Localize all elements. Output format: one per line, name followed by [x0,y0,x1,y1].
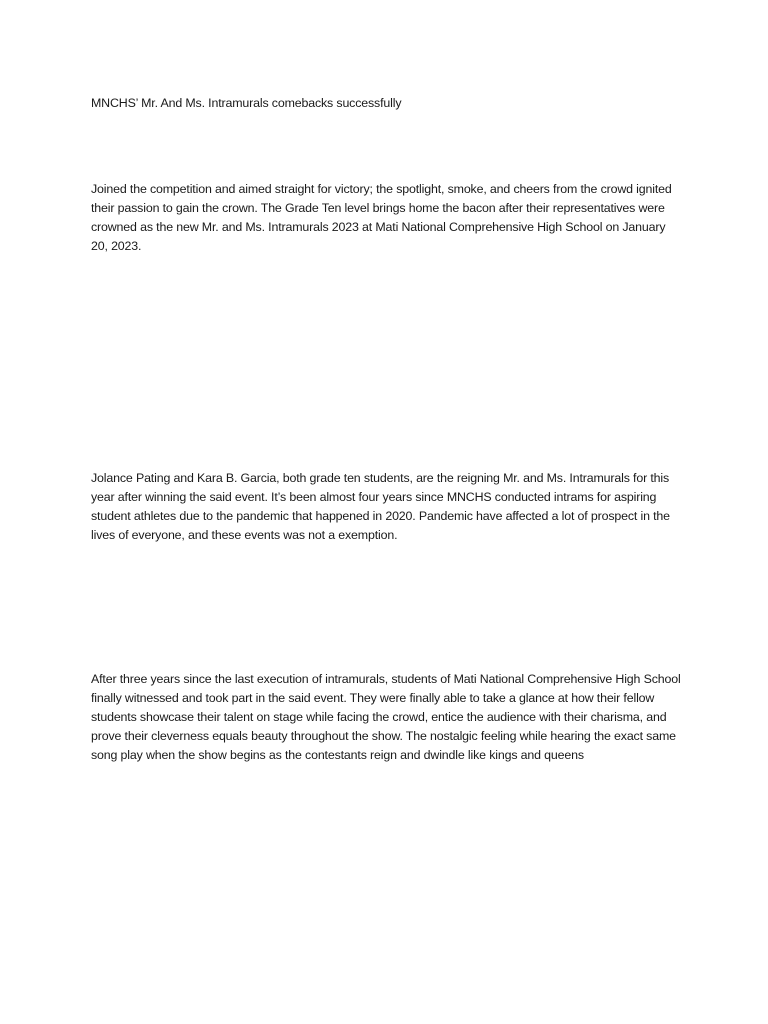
article-title: MNCHS’ Mr. And Ms. Intramurals comebacks successfully [91,96,402,110]
paragraph-1: Joined the competition and aimed straight for victory; the spotlight, smoke, and cheers from the crowd ignited their passion to gain the crown. The Grade Ten level brings home the bacon after their representatives were crowned as the new Mr. and Ms. Intramurals 2023 at Mati National Comprehensive High School on January 20, 2023. [91,182,672,253]
paragraph-3: After three years since the last execution of intramurals, students of Mati National Comprehensive High School finally witnessed and took part in the said event. They were finally able to take a glance at how their fellow students showcase their talent on stage while facing the crowd, entice the audience with their charisma, and prove their cleverness equals beauty throughout the show. The nostalgic feeling while hearing the exact same song play when the show begins as the contestants reign and dwindle like kings and queens [91,672,681,762]
paragraph-2: Jolance Pating and Kara B. Garcia, both grade ten students, are the reigning Mr. and Ms. Intramurals for this year after winning the said event. It’s been almost four years since MNCHS conducted intrams for aspiring student athletes due to the pandemic that happened in 2020. Pandemic have affected a lot of prospect in the lives of everyone, and these events was not a exemption. [91,471,670,542]
